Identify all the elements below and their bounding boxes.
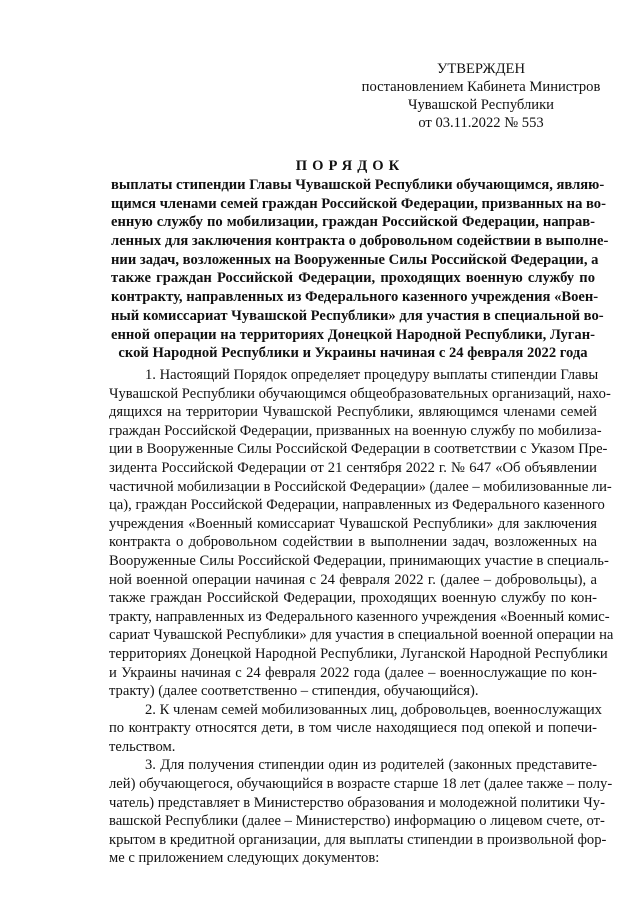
paragraph-1-line: контракта о добровольном содействии в выполнении задач, возложенных на xyxy=(109,534,597,551)
paragraph-1-line: учреждения «Военный комиссариат Чувашской Республики» для заключения xyxy=(109,515,597,532)
paragraph-1-line: также граждан Российской Федерации, проходящих военную службу по кон- xyxy=(109,590,597,607)
paragraph-1-line: Чувашской Республики обучающимся общеобразовательных организаций, нахо- xyxy=(109,385,611,402)
subtitle-line: енную службу по мобилизации, граждан Российской Федерации, направ- xyxy=(111,214,595,231)
approval-region: Чувашской Республики xyxy=(408,97,554,113)
approval-date-number: от 03.11.2022 № 553 xyxy=(418,115,544,131)
document-subtitle xyxy=(111,176,609,363)
paragraph-3-line: чатель) представляет в Министерство образования и молодежной политики Чу- xyxy=(109,794,605,811)
paragraph-3-line: ме с приложением следующих документов: xyxy=(109,850,380,867)
paragraph-1-line: тракту, направленных из Федерального казенного учреждения «Военный комис- xyxy=(109,608,610,625)
subtitle-line: ской Народной Республики и Украины начиная с 24 февраля 2022 года xyxy=(118,345,588,362)
approval-stamp xyxy=(356,60,606,132)
paragraph-1-line: ца), граждан Российской Федерации, направленных из Федерального казенного xyxy=(109,497,605,514)
paragraph-1-line: территориях Донецкой Народной Республики, Луганской Народной Республики xyxy=(109,645,608,662)
paragraph-1-line: дящихся на территории Чувашской Республики, являющимся членами семей xyxy=(109,404,597,421)
paragraph-1-line: 1. Настоящий Порядок определяет процедуру выплаты стипендии Главы xyxy=(145,367,599,383)
document-title: ПОРЯДОК xyxy=(295,158,405,174)
paragraph-1-line: ной военной операции начиная с 24 февраля 2022 г. (далее – добровольцы), а xyxy=(109,571,597,588)
paragraph-1-line: сариат Чувашской Республики» для участия в специальной военной операции на xyxy=(109,627,614,644)
subtitle-line: енной операции на территориях Донецкой Народной Республики, Луган- xyxy=(111,326,595,343)
subtitle-line: щимся членами семей граждан Российской Федерации, призванных на во- xyxy=(111,195,606,212)
paragraph-1-line: ции в Вооруженные Силы Российской Федерации в соответствии с Указом Пре- xyxy=(109,441,608,458)
paragraph-2-line: по контракту относятся дети, в том числе находящиеся под опекой и попечи- xyxy=(109,720,597,737)
paragraph-2-line: 2. К членам семей мобилизованных лиц, добровольцев, военнослужащих xyxy=(145,701,602,718)
paragraph-3-line: вашской Республики (далее – Министерство) информацию о лицевом счете, от- xyxy=(109,813,605,830)
paragraph-1-line: граждан Российской Федерации, призванных на военную службу по мобилиза- xyxy=(109,422,602,439)
paragraph-3-line: лей) обучающегося, обучающийся в возрасте старше 18 лет (далее также – полу- xyxy=(109,776,613,793)
approval-authority: постановлением Кабинета Министров xyxy=(361,79,601,95)
subtitle-line: ный комиссариат Чувашской Республики» для участия в специальной во- xyxy=(111,307,604,324)
paragraph-1-line: зидента Российской Федерации от 21 сентября 2022 г. № 647 «Об объявлении xyxy=(109,459,597,476)
paragraph-1-line: и Украины начиная с 24 февраля 2022 года (далее – военнослужащие по кон- xyxy=(109,664,597,681)
paragraph-3-line: 3. Для получения стипендии один из родителей (законных представите- xyxy=(145,757,597,774)
approval-heading: УТВЕРЖДЕН xyxy=(437,61,525,77)
subtitle-line: выплаты стипендии Главы Чувашской Республики обучающимся, являю- xyxy=(111,177,605,193)
paragraph-1-line: Вооруженные Силы Российской Федерации, принимающих участие в специаль- xyxy=(109,552,609,569)
subtitle-line: контракту, направленных из Федерального казенного учреждения «Воен- xyxy=(111,289,599,306)
document-body xyxy=(109,366,614,868)
paragraph-2-line: тельством. xyxy=(109,738,176,755)
paragraph-3-line: крытом в кредитной организации, для выплаты стипендии в произвольной фор- xyxy=(109,831,607,848)
subtitle-line: ленных для заключения контракта о добровольном содействии в выполне- xyxy=(111,233,609,250)
paragraph-1-line: частичной мобилизации в Российской Федерации» (далее – мобилизованные ли- xyxy=(109,478,612,495)
subtitle-line: также граждан Российской Федерации, проходящих военную службу по xyxy=(111,270,595,287)
subtitle-line: нии задач, возложенных на Вооруженные Силы Российской Федерации, а xyxy=(111,251,599,268)
paragraph-1-line: тракту) (далее соответственно – стипендия, обучающийся). xyxy=(109,683,479,700)
